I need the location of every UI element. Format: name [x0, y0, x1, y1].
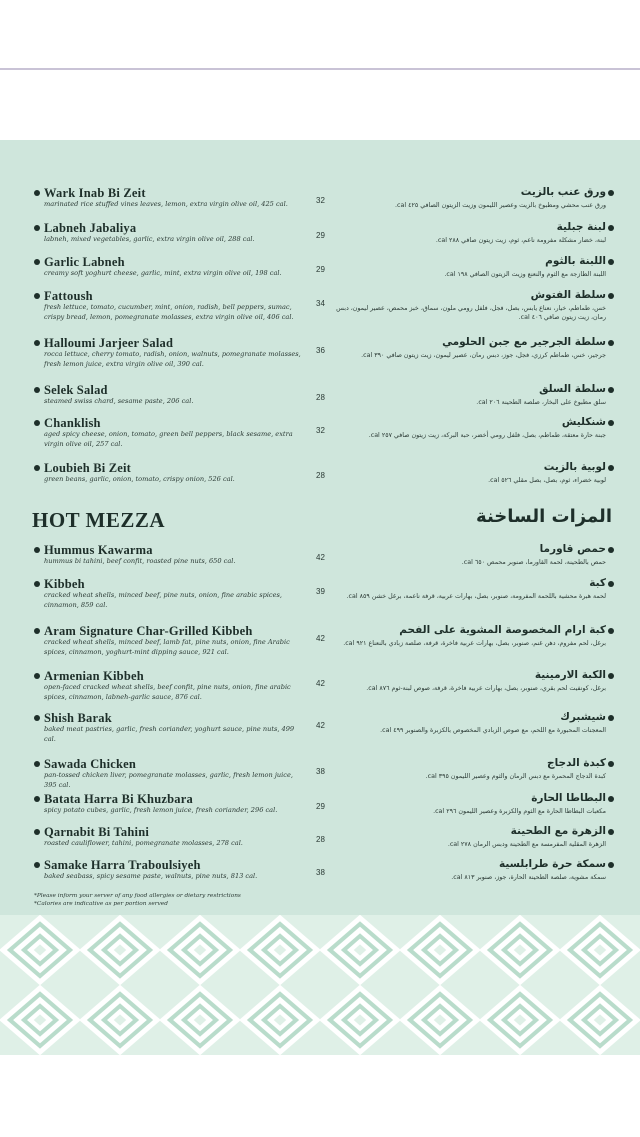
bullet-icon — [608, 259, 614, 265]
item-description-arabic: الزهرة المقلية المفرمسة مع الطحينة ودبس الرمان ٢٧٨ cal. — [447, 841, 606, 848]
item-description: spicy potato cubes, garlic, fresh lemon juice, fresh coriander, 296 cal. — [44, 806, 278, 814]
item-name-arabic: كبدة الدجاج — [547, 757, 606, 769]
item-name-arabic: كبة ارام المخصوصة المشوية على الفحم — [399, 624, 606, 636]
bullet-icon — [34, 761, 40, 767]
item-description-arabic: جرجير، خس، طماطم كرزي، فجل، جوز، دبس رمان، عصير ليمون، زيت زيتون صافي ٣٩٠ cal. — [361, 352, 606, 359]
item-description: pan-tossed chicken liver, pomegranate molasses, garlic, fresh lemon juice, 395 cal. — [44, 771, 293, 789]
item-name: Fattoush — [44, 289, 93, 303]
item-description: baked seabass, spicy sesame paste, walnuts, pine nuts, 813 cal. — [44, 872, 258, 880]
item-description-arabic: برغل، لحم مفروم، دهن غنم، صنوبر، بصل، بهارات عربية فاخرة، قرفة، صلصة زبادي بالنعناع ٩٢١ cal. — [343, 640, 606, 647]
bottom-margin — [0, 1055, 640, 1137]
item-description-arabic: خس، طماطم، خيار، نعناع يابس، بصل، فجل، فلفل رومي ملون، سماق، خبز محمص، عصير ليمون، دبس رمان، زيت زيتون صافي ٤٠٦ cal. — [336, 305, 606, 321]
item-name: Sawada Chicken — [44, 757, 137, 771]
bullet-icon — [608, 293, 614, 299]
bullet-icon — [608, 673, 614, 679]
item-name: Samake Harra Traboulsiyeh — [44, 858, 201, 872]
item-name: Batata Harra Bi Khuzbara — [44, 792, 193, 806]
item-description-arabic: برغل، كونفيت لحم بقري، صنوبر، بصل، بهارات عربية فاخرة، قرفة، صوص لبنة-ثوم ٨٧٦ cal. — [366, 685, 606, 692]
bullet-icon — [608, 628, 614, 634]
cold-menu-item — [0, 461, 640, 501]
decorative-pattern — [0, 915, 640, 1055]
item-description-arabic: سمكة مشوية، صلصة الطحينة الحارة، جوز، صنوبر ٨١٣ cal. — [451, 874, 606, 881]
item-price: 34 — [316, 299, 325, 308]
item-name-arabic: لبنة جبلية — [556, 221, 606, 233]
bullet-icon — [34, 293, 40, 299]
geometric-pattern-graphic — [0, 915, 640, 1055]
item-price: 32 — [316, 196, 325, 205]
item-description: aged spicy cheese, onion, tomato, green bell peppers, black sesame, extra virgin olive oil, 257 cal. — [44, 430, 293, 448]
item-name-arabic: الكبة الارمينية — [534, 669, 606, 681]
bullet-icon — [608, 547, 614, 553]
item-name: Hummus Kawarma — [44, 543, 153, 557]
item-description-arabic: كبدة الدجاج المحمرة مع دبس الرمان والثوم وعصير الليمون ٣٩٥ cal. — [425, 773, 606, 780]
item-description: marinated rice stuffed vines leaves, lemon, extra virgin olive oil, 425 cal. — [44, 200, 288, 208]
bullet-icon — [608, 761, 614, 767]
item-name-arabic: كبة — [589, 577, 606, 589]
item-description: cracked wheat shells, minced beef, lamb fat, pine nuts, onion, fine Arabic spices, cinnamon, yoghurt-mint dipping sauce, 921 cal. — [44, 638, 290, 656]
item-description: fresh lettuce, tomato, cucumber, mint, onion, radish, bell peppers, sumac, crispy bread, lemon, pomegranate molasses, extra virgin olive oil, 406 cal. — [44, 303, 294, 321]
bullet-icon — [608, 190, 614, 196]
item-name-arabic: سلطة الجرجير مع جبن الحلومي — [442, 336, 606, 348]
cold-menu-item — [0, 336, 640, 376]
hot-menu-item — [0, 624, 640, 664]
item-price: 39 — [316, 587, 325, 596]
item-price: 36 — [316, 346, 325, 355]
item-name: Wark Inab Bi Zeit — [44, 186, 146, 200]
bullet-icon — [608, 715, 614, 721]
item-name: Shish Barak — [44, 711, 112, 725]
item-description: cracked wheat shells, minced beef, pine nuts, onion, fine arabic spices, cinnamon, 859 cal. — [44, 591, 283, 609]
item-price: 29 — [316, 802, 325, 811]
item-name-arabic: البطاطا الحارة — [531, 792, 606, 804]
hot-menu-item — [0, 757, 640, 797]
item-description: rocca lettuce, cherry tomato, radish, onion, walnuts, pomegranate molasses, fresh lemon juice, extra virgin olive oil, 390 cal. — [44, 350, 301, 368]
item-description: green beans, garlic, onion, tomato, crispy onion, 526 cal. — [44, 475, 235, 483]
bullet-icon — [34, 190, 40, 196]
bullet-icon — [34, 420, 40, 426]
bullet-icon — [608, 862, 614, 868]
top-margin — [0, 0, 640, 68]
item-description-arabic: المعجنات المحبورة مع اللحم، مع صوص الزبادي المخصوص بالكزبرة والصنوبر ٤٩٩ cal. — [380, 727, 606, 734]
item-name-arabic: لوبية بالزيت — [543, 461, 606, 473]
item-name: Labneh Jabaliya — [44, 221, 137, 235]
item-description-arabic: لحمة هبرة محشية باللحمة المفرومة، صنوبر، بصل، بهارات عربية، قرفة ناعمة، برغل خشن ٨٥٩ cal. — [346, 593, 606, 600]
item-price: 28 — [316, 471, 325, 480]
item-price: 29 — [316, 231, 325, 240]
item-price: 42 — [316, 634, 325, 643]
item-name-arabic: سلطة السلق — [539, 383, 606, 395]
bullet-icon — [34, 673, 40, 679]
hot-menu-item — [0, 577, 640, 617]
item-description-arabic: لوبية خضراء، ثوم، بصل، بصل مقلي ٥٢٦ cal. — [488, 477, 606, 484]
hot-mezza-title: HOT MEZZA — [32, 508, 166, 532]
cold-menu-item — [0, 289, 640, 329]
item-price: 32 — [316, 426, 325, 435]
item-description: steamed swiss chard, sesame paste, 206 cal. — [44, 397, 194, 405]
bullet-icon — [608, 340, 614, 346]
item-description: roasted cauliflower, tahini, pomegranate molasses, 278 cal. — [44, 839, 243, 847]
item-name-arabic: اللبنة بالثوم — [545, 255, 606, 267]
item-name: Selek Salad — [44, 383, 108, 397]
item-price: 42 — [316, 679, 325, 688]
bullet-icon — [608, 465, 614, 471]
item-name: Kibbeh — [44, 577, 85, 591]
bullet-icon — [34, 547, 40, 553]
cold-menu-item — [0, 186, 640, 226]
item-description: creamy soft yoghurt cheese, garlic, mint, extra virgin olive oil, 198 cal. — [44, 269, 282, 277]
item-name-arabic: حمص قاورما — [539, 543, 606, 555]
item-description: baked meat pastries, garlic, fresh coriander, yoghurt sauce, pine nuts, 499 cal. — [44, 725, 295, 743]
item-price: 42 — [316, 721, 325, 730]
item-name-arabic: سلطة الفتوش — [530, 289, 606, 301]
bullet-icon — [608, 581, 614, 587]
item-name: Aram Signature Char-Grilled Kibbeh — [44, 624, 253, 638]
bullet-icon — [34, 628, 40, 634]
item-name: Halloumi Jarjeer Salad — [44, 336, 174, 350]
item-name-arabic: شنكليش — [561, 416, 606, 428]
menu-panel — [0, 140, 640, 915]
item-description-arabic: ورق عنب محشي ومطبوخ بالزيت وعصير الليمون وزيت الزيتون الصافي ٤٢٥ cal. — [395, 202, 606, 209]
item-description-arabic: اللبنة الطازجة مع الثوم والنعنع وزيت الزيتون الصافي ١٩٨ cal. — [444, 271, 606, 278]
item-name: Chanklish — [44, 416, 101, 430]
item-name: Garlic Labneh — [44, 255, 125, 269]
item-description: hummus bi tahini, beef confit, roasted pine nuts, 650 cal. — [44, 557, 236, 565]
bullet-icon — [608, 420, 614, 426]
calorie-note: *Calories are indicative as per portion served — [34, 901, 168, 907]
item-price: 38 — [316, 767, 325, 776]
item-name-arabic: الزهرة مع الطحينة — [510, 825, 606, 837]
bullet-icon — [34, 465, 40, 471]
item-name: Qarnabit Bi Tahini — [44, 825, 150, 839]
item-description: open-faced cracked wheat shells, beef confit, pine nuts, onion, fine arabic spices, cinnamon, labneh-garlic sauce, 876 cal. — [44, 683, 291, 701]
item-description-arabic: لبنة، خضار مشكلة مفرومة ناعم، ثوم، زيت زيتون صافي ٢٨٨ cal. — [435, 237, 606, 244]
bullet-icon — [34, 581, 40, 587]
item-description-arabic: سلق مطبوخ على البخار، صلصة الطحينة ٢٠٦ cal. — [476, 399, 606, 406]
bullet-icon — [34, 796, 40, 802]
item-price: 28 — [316, 393, 325, 402]
item-description-arabic: مكعبات البطاطا الحارة مع الثوم والكزبرة وعصير الليمون ٢٩٦ cal. — [433, 808, 606, 815]
allergy-note: *Please inform your server of any food allergies or dietary restrictions — [34, 893, 241, 899]
cold-menu-item — [0, 416, 640, 456]
item-name: Loubieh Bi Zeit — [44, 461, 132, 475]
bullet-icon — [34, 259, 40, 265]
bullet-icon — [34, 225, 40, 231]
item-description: labneh, mixed vegetables, garlic, extra virgin olive oil, 288 cal. — [44, 235, 255, 243]
item-name-arabic: ورق عنب بالزيت — [520, 186, 606, 198]
bullet-icon — [34, 340, 40, 346]
bullet-icon — [34, 829, 40, 835]
page-gap — [0, 70, 640, 140]
item-name-arabic: شيشبرك — [560, 711, 606, 723]
bullet-icon — [608, 225, 614, 231]
item-description-arabic: جبنة حارة معتقة، طماطم، بصل، فلفل رومي أخضر، حبة البركة، زيت زيتون صافي ٢٥٧ cal. — [368, 432, 606, 439]
bullet-icon — [608, 796, 614, 802]
hot-menu-item — [0, 669, 640, 709]
item-name: Armenian Kibbeh — [44, 669, 144, 683]
hot-menu-item — [0, 711, 640, 751]
bullet-icon — [34, 862, 40, 868]
bullet-icon — [608, 387, 614, 393]
item-price: 28 — [316, 835, 325, 844]
bullet-icon — [34, 715, 40, 721]
item-name-arabic: سمكة حرة طرابلسية — [498, 858, 606, 870]
item-price: 38 — [316, 868, 325, 877]
bullet-icon — [34, 387, 40, 393]
hot-mezza-title-arabic: المزات الساخنة — [476, 506, 612, 527]
item-price: 42 — [316, 553, 325, 562]
bullet-icon — [608, 829, 614, 835]
item-description-arabic: حمص بالطحينة، لحمة القاورما، صنوبر محمص ٦٥٠ cal. — [461, 559, 606, 566]
item-price: 29 — [316, 265, 325, 274]
